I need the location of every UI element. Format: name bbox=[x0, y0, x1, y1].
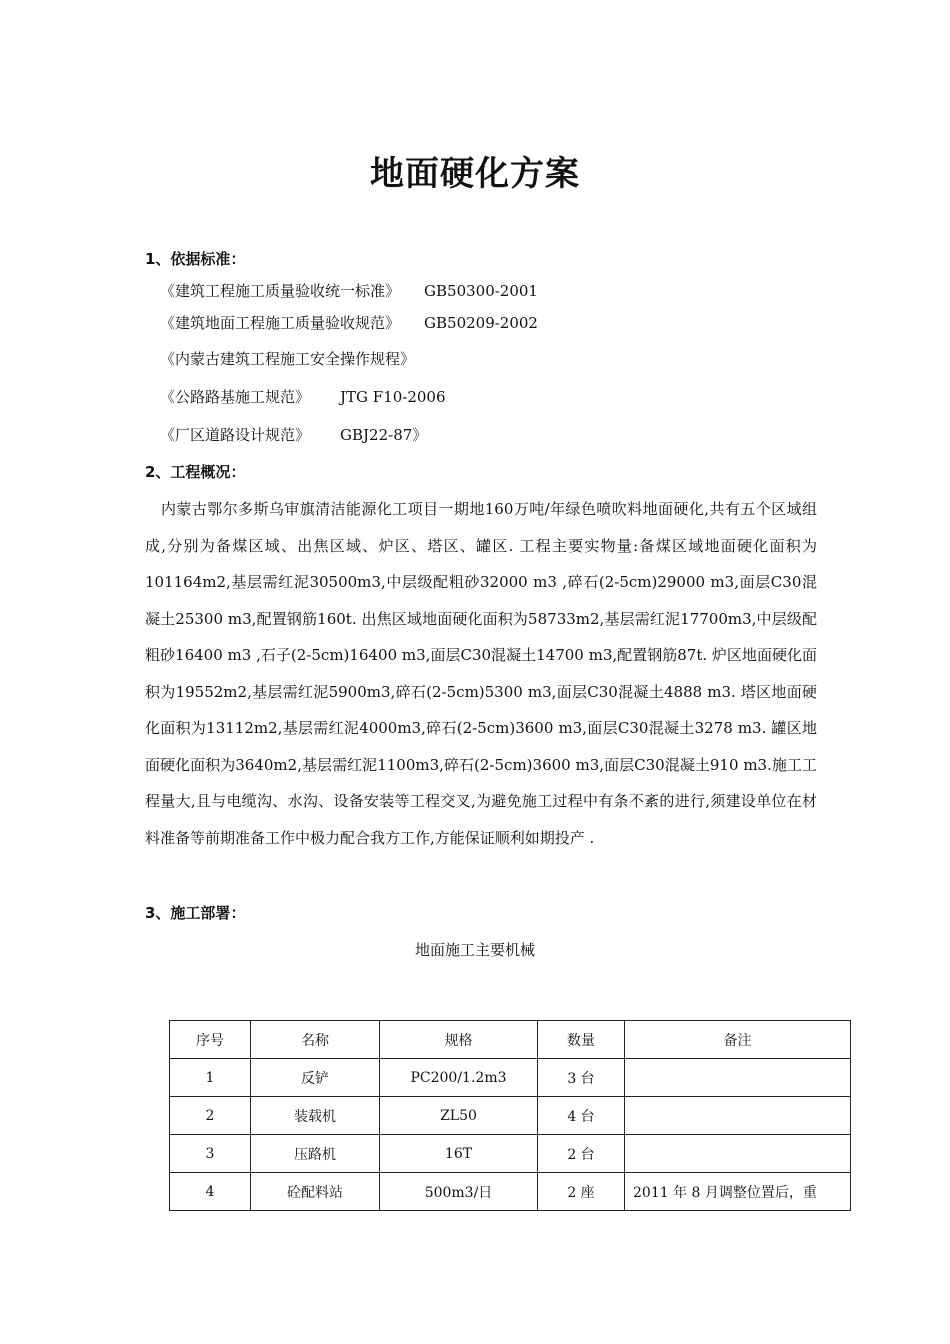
table-cell: 2011 年 8 月调整位置后，重 bbox=[625, 1173, 851, 1211]
table-row bbox=[170, 1135, 851, 1173]
table-cell: 4 台 bbox=[538, 1097, 625, 1135]
table-cell: 压路机 bbox=[251, 1135, 380, 1173]
header-cell: 数量 bbox=[538, 1021, 625, 1059]
header-cell: 规格 bbox=[380, 1021, 538, 1059]
standard-item bbox=[160, 424, 427, 445]
standard-name: 《公路路基施工规范》 bbox=[160, 388, 311, 406]
table-cell: 反铲 bbox=[251, 1059, 380, 1097]
table-cell: 装载机 bbox=[251, 1097, 380, 1135]
standard-name: 《建筑工程施工质量验收统一标准》 bbox=[160, 282, 401, 300]
standard-item bbox=[160, 312, 538, 333]
table-cell: 3 bbox=[170, 1135, 251, 1173]
table-row bbox=[170, 1097, 851, 1135]
project-overview-paragraph bbox=[145, 491, 817, 856]
table-cell: 4 bbox=[170, 1173, 251, 1211]
table-cell: 500m3/日 bbox=[380, 1173, 538, 1211]
table-cell: 2 座 bbox=[538, 1173, 625, 1211]
standard-item bbox=[160, 348, 415, 369]
table-row bbox=[170, 1059, 851, 1097]
table-cell: 2 台 bbox=[538, 1135, 625, 1173]
section-3-heading: 3、施工部署： bbox=[145, 904, 246, 922]
document-title: 地面硬化方案 bbox=[370, 154, 580, 194]
standard-code: GB50209-2002 bbox=[424, 314, 538, 332]
standard-code: GBJ22-87》 bbox=[340, 426, 428, 444]
table-cell: 砼配料站 bbox=[251, 1173, 380, 1211]
section-2-heading: 2、工程概况： bbox=[145, 463, 246, 481]
standard-name: 《建筑地面工程施工质量验收规范》 bbox=[160, 314, 401, 332]
standard-code: GB50300-2001 bbox=[424, 282, 538, 300]
header-cell: 备注 bbox=[625, 1021, 851, 1059]
table-cell: 16T bbox=[380, 1135, 538, 1173]
machinery-table bbox=[169, 1020, 851, 1211]
table-caption: 地面施工主要机械 bbox=[414, 941, 535, 959]
standard-item bbox=[160, 280, 538, 301]
table-cell bbox=[625, 1059, 851, 1097]
table-row bbox=[170, 1173, 851, 1211]
table-cell: 3 台 bbox=[538, 1059, 625, 1097]
table-cell: 1 bbox=[170, 1059, 251, 1097]
table-cell bbox=[625, 1135, 851, 1173]
section-1-heading: 1、依据标准： bbox=[145, 250, 246, 268]
paragraph-text: 内蒙古鄂尔多斯乌审旗清洁能源化工项目一期地160万吨/年绿色喷吹料地面硬化,共有五个区域组成,分别为备煤区域、出焦区域、炉区、塔区、罐区. 工程主要实物量:备煤区域地面硬化面积为101164m2,基层需红泥30500m3,中层级配粗砂32000 m3 ,碎石(2-5cm)29000 m3,面层C30混凝土25300 m3,配置钢筋160t. 出焦区域地面硬化面积为58733m2,基层需红泥17700m3,中层级配粗砂16400 m3 ,石子(2-5cm)16400 m3,面层C30混凝土14700 m3,配置钢筋87t. 炉区地面硬化面积为19552m2,基层需红泥5900m3,碎石(2-5cm)5300 m3,面层C30混凝土4888 m3. 塔区地面硬化面积为13112m2,基层需红泥4000m3,碎石(2-5cm)3600 m3,面层C30混凝土3278 m3. 罐区地面硬化面积为3640m2,基层需红泥1100m3,碎石(2-5cm)3600 m3,面层C30混凝土910 m3.施工工程量大,且与电缆沟、水沟、设备安装等工程交叉,为避免施工过程中有条不紊的进行,须建设单位在材料准备等前期准备工作中极力配合我方工作,方能保证顺利如期投产 . bbox=[145, 500, 817, 847]
table-header-row bbox=[170, 1021, 851, 1059]
header-cell: 序号 bbox=[170, 1021, 251, 1059]
standard-name: 《厂区道路设计规范》 bbox=[160, 426, 311, 444]
standard-item bbox=[160, 386, 446, 407]
table-cell bbox=[625, 1097, 851, 1135]
table-cell: ZL50 bbox=[380, 1097, 538, 1135]
header-cell: 名称 bbox=[251, 1021, 380, 1059]
standard-code: JTG F10-2006 bbox=[340, 388, 446, 406]
table-cell: 2 bbox=[170, 1097, 251, 1135]
standard-name: 《内蒙古建筑工程施工安全操作规程》 bbox=[160, 350, 416, 368]
table-cell: PC200/1.2m3 bbox=[380, 1059, 538, 1097]
